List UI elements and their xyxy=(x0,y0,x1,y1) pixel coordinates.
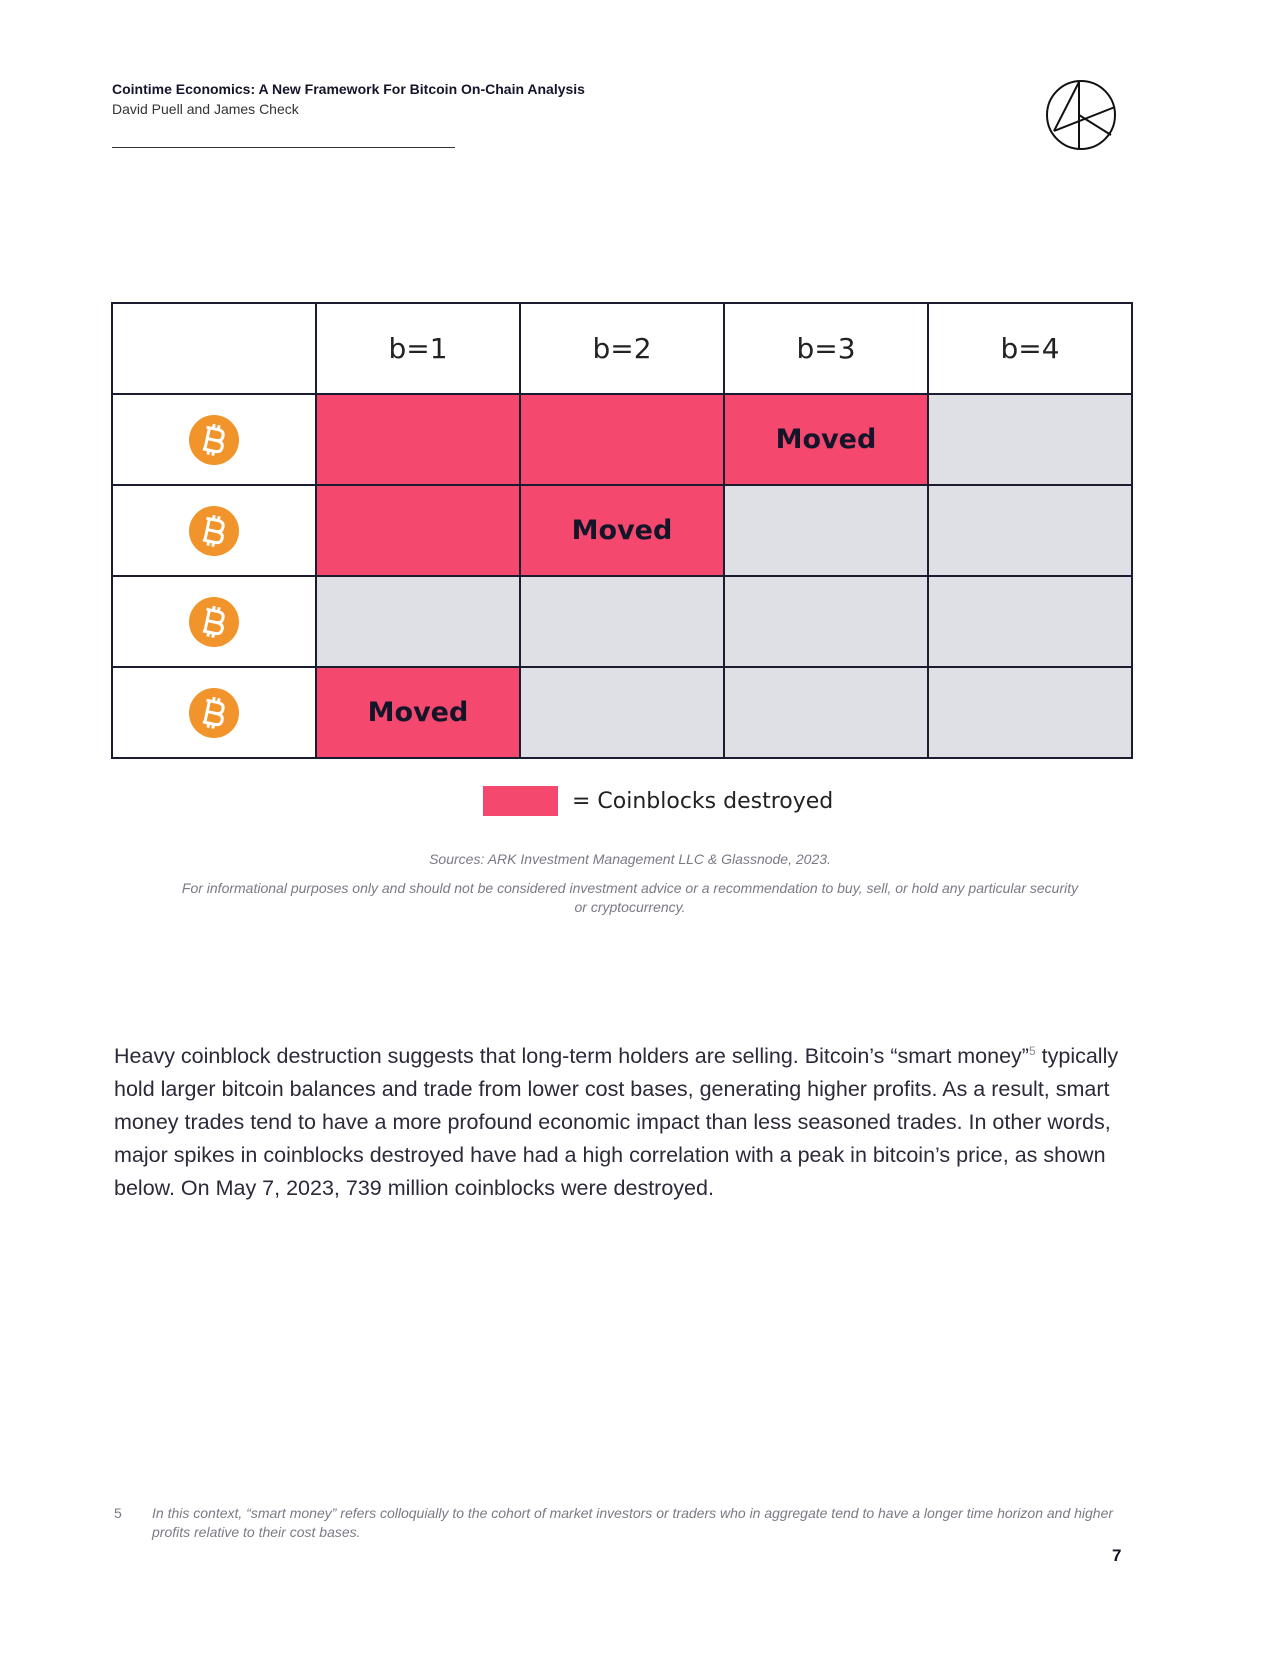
body-text-part2: typically hold larger bitcoin balances and trade from lower cost bases, generating higher profits. As a result, smart money trades tend to have a more profound economic impact than less seasoned trades. In other words, major spikes in coinblocks destroyed have had a high correlation with a peak in bitcoin’s price, as shown below. On May 7, 2023, 739 million coinblocks were destroyed. xyxy=(114,1044,1119,1200)
coinblock-destroyed-cell xyxy=(316,394,520,485)
coinblock-cell xyxy=(724,667,928,758)
column-header: b=2 xyxy=(520,303,724,394)
moved-label: Moved xyxy=(367,697,469,728)
coinblock-cell xyxy=(724,485,928,576)
coinblock-cell xyxy=(928,576,1132,667)
moved-label: Moved xyxy=(775,424,877,455)
moved-label: Moved xyxy=(571,515,673,546)
bitcoin-icon xyxy=(189,688,239,738)
column-header: b=4 xyxy=(928,303,1132,394)
coinblock-cell xyxy=(928,485,1132,576)
legend xyxy=(483,786,833,816)
column-header: b=3 xyxy=(724,303,928,394)
bitcoin-icon xyxy=(189,415,239,465)
column-header: b=1 xyxy=(316,303,520,394)
figure-sources: Sources: ARK Investment Management LLC & Glassnode, 2023. xyxy=(429,851,831,867)
grid-row xyxy=(112,394,1132,485)
coin-cell xyxy=(112,485,316,576)
footnote-reference[interactable]: 5 xyxy=(1028,1043,1036,1058)
coinblock-cell xyxy=(724,576,928,667)
coinblock-destroyed-cell xyxy=(724,394,928,485)
grid-row xyxy=(112,485,1132,576)
bitcoin-icon xyxy=(189,597,239,647)
coinblock-destroyed-cell xyxy=(316,485,520,576)
grid-row xyxy=(112,576,1132,667)
page-number: 7 xyxy=(1112,1546,1122,1565)
document-title: Cointime Economics: A New Framework For Bitcoin On-Chain Analysis xyxy=(112,81,585,97)
coinblock-destroyed-cell xyxy=(520,485,724,576)
legend-swatch xyxy=(483,786,558,816)
legend-label: = Coinblocks destroyed xyxy=(572,788,834,814)
footnote-text: In this context, “smart money” refers colloquially to the cohort of market investors or traders who in aggregate tend to have a longer time horizon and higher profits relative to their cost bases. xyxy=(152,1505,1114,1540)
grid-row xyxy=(112,667,1132,758)
coinblock-destroyed-cell xyxy=(520,394,724,485)
footnote xyxy=(114,1504,1114,1542)
document-header xyxy=(112,81,585,117)
coin-cell xyxy=(112,394,316,485)
body-paragraph xyxy=(114,1040,1126,1205)
coinblock-cell xyxy=(520,576,724,667)
grid-corner-cell xyxy=(112,303,316,394)
ark-logo-icon xyxy=(1045,79,1117,151)
coinblock-cell xyxy=(316,576,520,667)
figure-disclaimer: For informational purposes only and should not be considered investment advice or a recommendation to buy, sell, or hold any particular security or cryptocurrency. xyxy=(181,880,1079,915)
coin-cell xyxy=(112,576,316,667)
grid-header-row xyxy=(112,303,1132,394)
bitcoin-icon xyxy=(189,506,239,556)
coin-cell xyxy=(112,667,316,758)
coinblock-cell xyxy=(928,394,1132,485)
document-authors: David Puell and James Check xyxy=(112,101,299,117)
coinblock-destroyed-cell xyxy=(316,667,520,758)
coinblock-grid xyxy=(111,302,1133,759)
footnote-number: 5 xyxy=(114,1505,122,1521)
coinblock-cell xyxy=(928,667,1132,758)
body-text-part1: Heavy coinblock destruction suggests that long-term holders are selling. Bitcoin’s “smart money” xyxy=(114,1044,1029,1068)
header-divider xyxy=(112,147,455,148)
coinblock-cell xyxy=(520,667,724,758)
